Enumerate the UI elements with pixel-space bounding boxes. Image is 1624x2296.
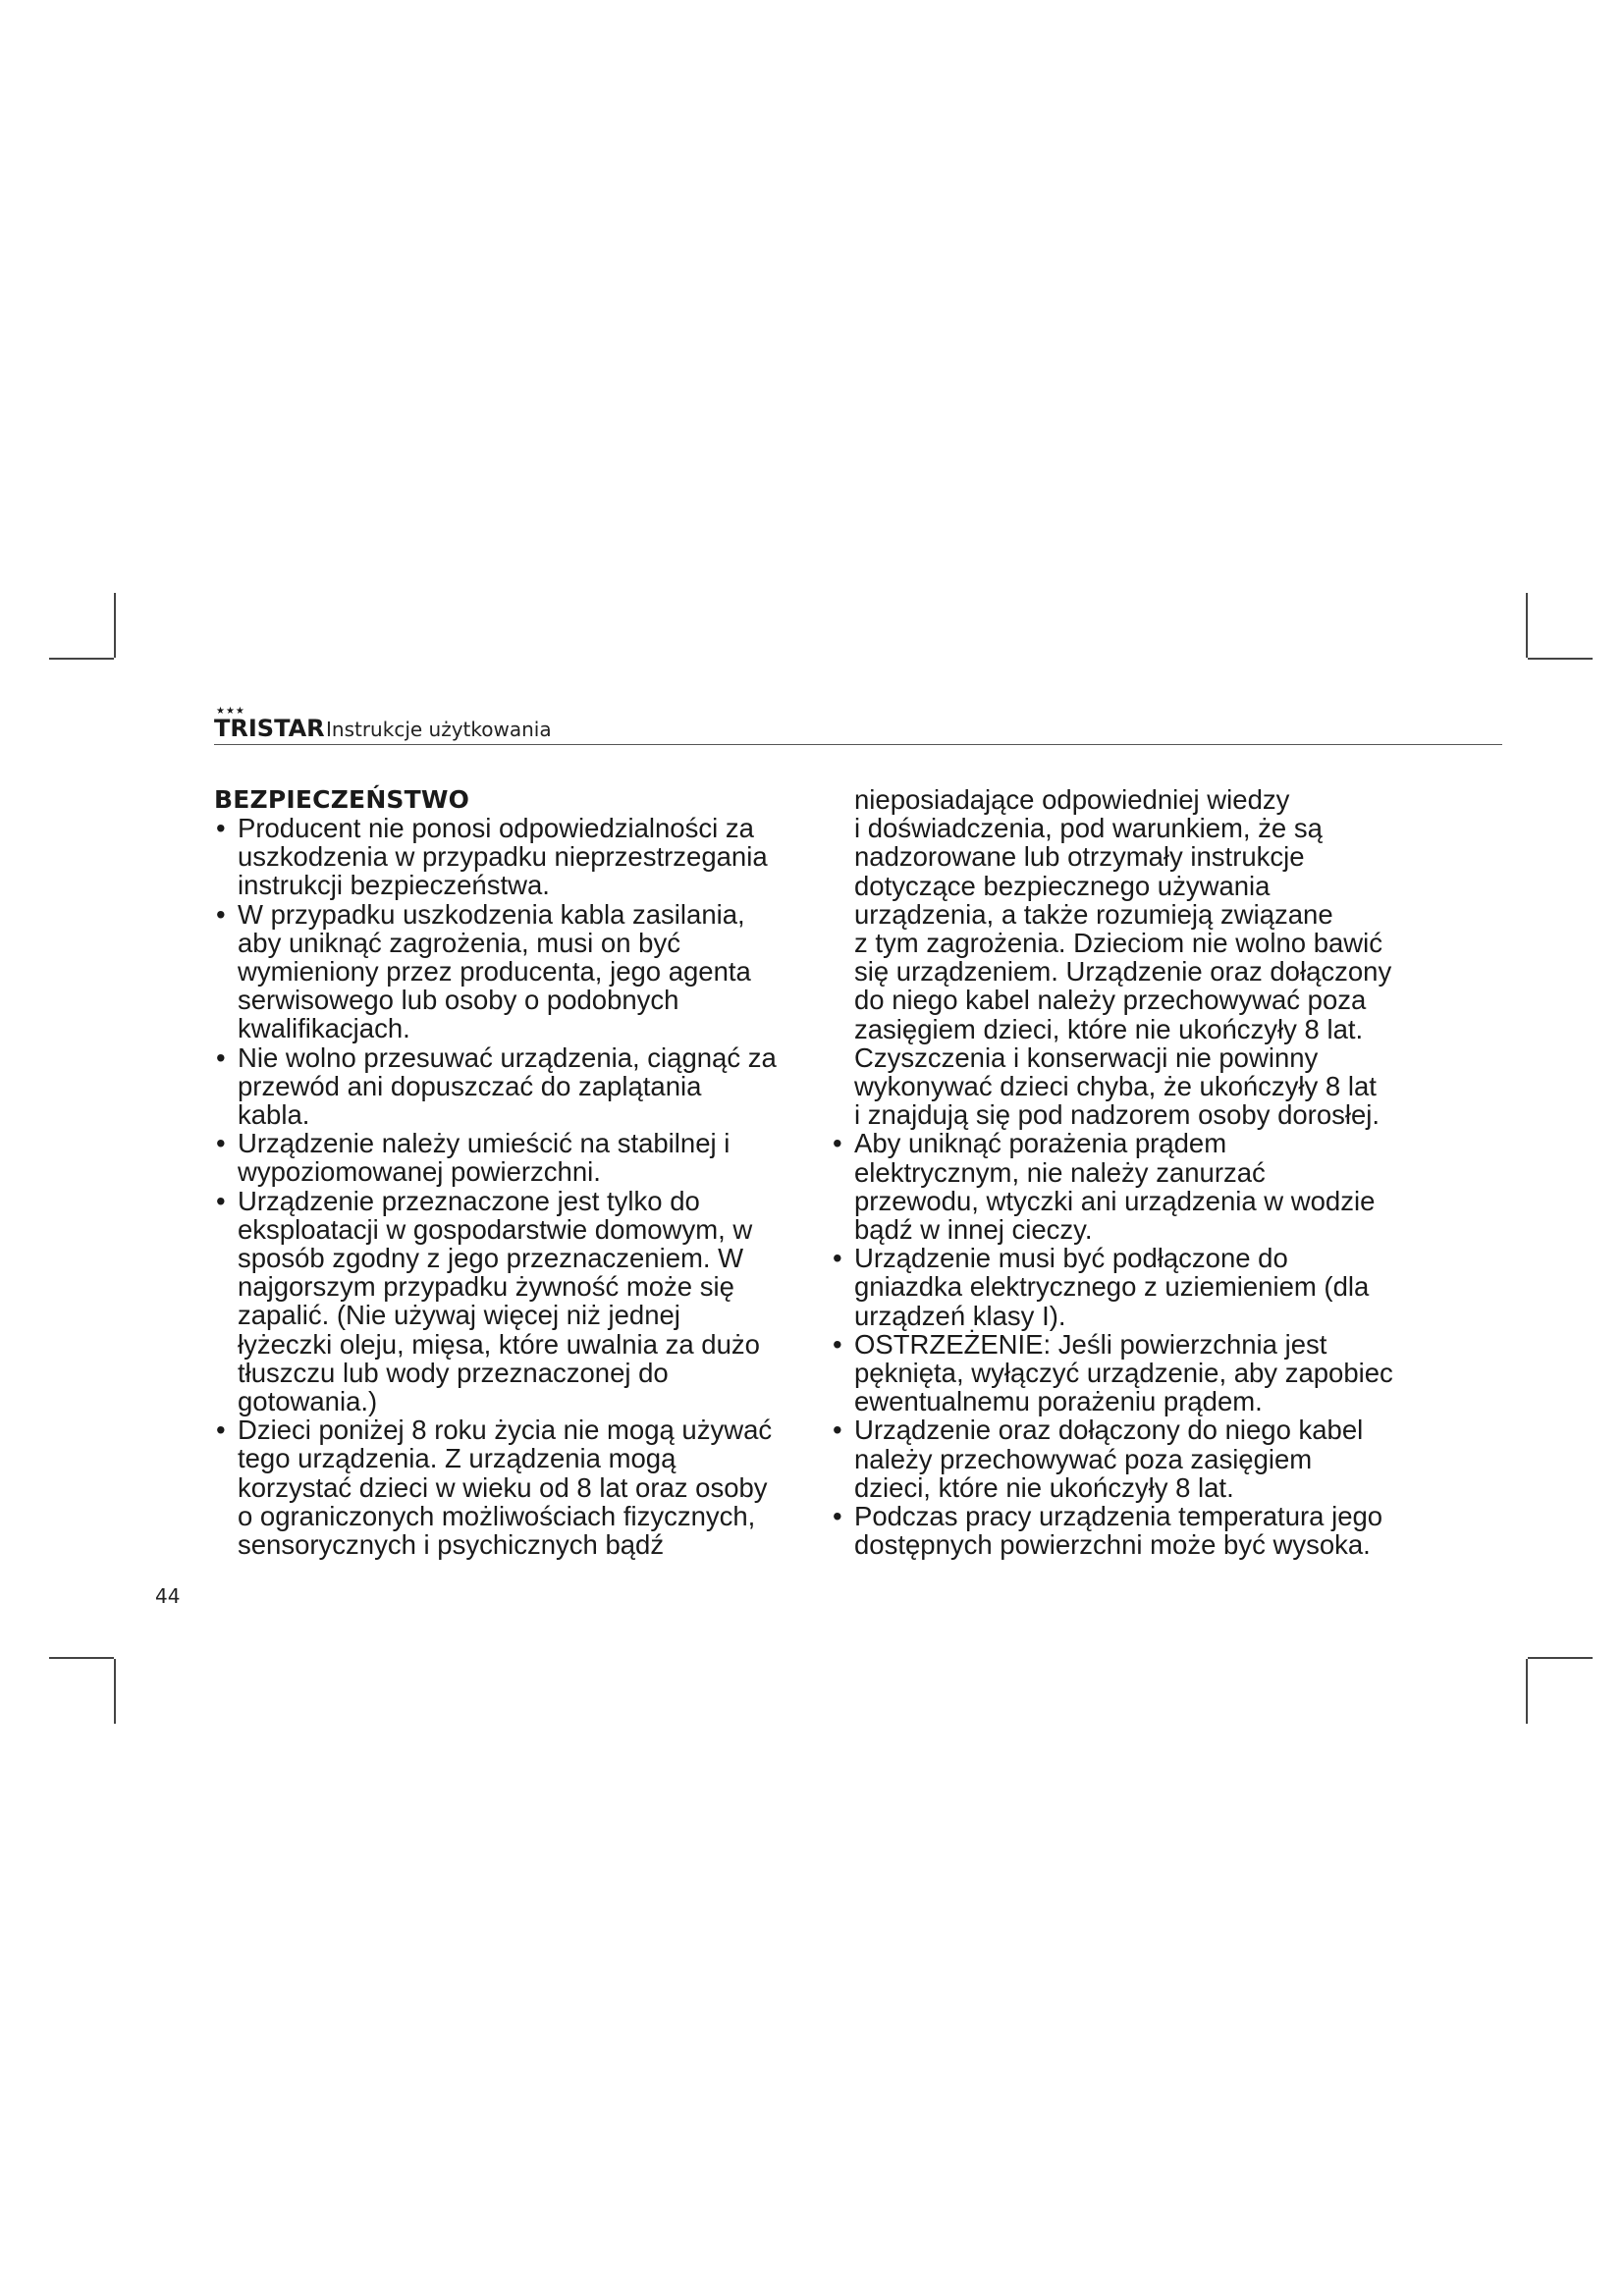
list-item: • Producent nie ponosi odpowiedzialności za uszkodzenia w przypadku nieprzestrzegania instrukcji bezpieczeństwa.: [214, 814, 823, 900]
brand-name: TRISTAR: [214, 715, 325, 742]
crop-mark: [1526, 1659, 1528, 1724]
brand-logo: [214, 706, 325, 742]
crop-mark: [114, 593, 116, 658]
page-header: [214, 707, 1502, 742]
list-item: • W przypadku uszkodzenia kabla zasilania, aby uniknąć zagrożenia, musi on być wymieniony przez producenta, jego agenta serwisowego lub osoby o podobnych kwalifikacjach.: [214, 900, 823, 1043]
brand-stars: ★★★: [216, 706, 245, 717]
list-item: • Urządzenie należy umieścić na stabilnej i wypoziomowanej powierzchni.: [214, 1129, 823, 1186]
header-subtitle: Instrukcje użytkowania: [326, 718, 552, 741]
crop-mark: [1526, 593, 1528, 658]
list-item: • Urządzenie oraz dołączony do niego kabel należy przechowywać poza zasięgiem dzieci, które nie ukończyły 8 lat.: [831, 1415, 1439, 1502]
list-item: • Nie wolno przesuwać urządzenia, ciągnąć za przewód ani dopuszczać do zaplątania kabla.: [214, 1043, 823, 1130]
crop-mark: [114, 1659, 116, 1724]
crop-mark: [1528, 658, 1593, 660]
crop-mark: [49, 658, 114, 660]
list-item: • OSTRZEŻENIE: Jeśli powierzchnia jest pęknięta, wyłączyć urządzenie, aby zapobiec ewentualnemu porażeniu prądem.: [831, 1330, 1439, 1416]
safety-list-right: [831, 1129, 1439, 1559]
header-divider: [214, 744, 1502, 745]
list-item: • Podczas pracy urządzenia temperatura jego dostępnych powierzchni może być wysoka.: [831, 1502, 1439, 1559]
list-item: • Aby uniknąć porażenia prądem elektrycznym, nie należy zanurzać przewodu, wtyczki ani urządzenia w wodzie bądź w innej cieczy.: [831, 1129, 1439, 1244]
list-item: • Urządzenie musi być podłączone do gniazdka elektrycznego z uziemieniem (dla urządzeń klasy I).: [831, 1244, 1439, 1330]
right-column: [831, 785, 1439, 1559]
list-item: • Dzieci poniżej 8 roku życia nie mogą używać tego urządzenia. Z urządzenia mogą korzystać dzieci w wieku od 8 lat oraz osoby o ograniczonych możliwościach fizycznych, sensorycznych i psychicznych bądź: [214, 1415, 823, 1559]
safety-list-left: [214, 814, 823, 1559]
list-item-continuation: nieposiadające odpowiedniej wiedzy i doświadczenia, pod warunkiem, że są nadzorowane lub otrzymały instrukcje dotyczące bezpiecznego używania urządzenia, a także rozumieją związane z tym zagrożenia. Dzieciom nie wolno bawić się urządzeniem. Urządzenie oraz dołączony do niego kabel należy przechowywać poza zasięgiem dzieci, które nie ukończyły 8 lat. Czyszczenia i konserwacji nie powinny wykonywać dzieci chyba, że ukończyły 8 lat i znajdują się pod nadzorem osoby dorosłej.: [854, 784, 1392, 1131]
page-number: 44: [155, 1584, 181, 1608]
left-column: [214, 785, 823, 1559]
crop-mark: [1528, 1657, 1593, 1659]
list-item: • Urządzenie przeznaczone jest tylko do eksploatacji w gospodarstwie domowym, w sposób zgodny z jego przeznaczeniem. W najgorszym przypadku żywność może się zapalić. (Nie używaj więcej niż jednej łyżeczki oleju, mięsa, które uwalnia za dużo tłuszczu lub wody przeznaczonej do gotowania.): [214, 1187, 823, 1416]
crop-mark: [49, 1657, 114, 1659]
section-heading: BEZPIECZEŃSTWO: [214, 785, 470, 814]
